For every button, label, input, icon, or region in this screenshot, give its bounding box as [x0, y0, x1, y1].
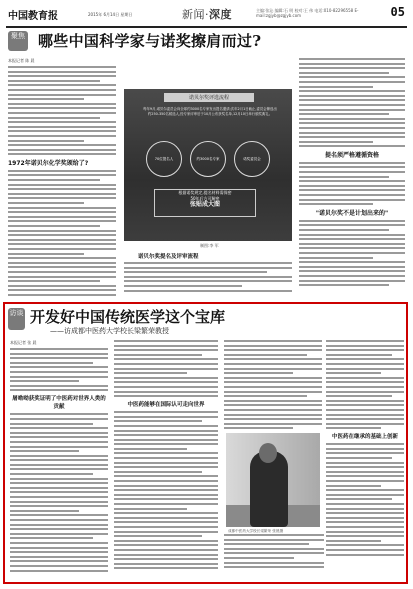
- section-title: 新闻·深度: [182, 8, 232, 21]
- byline: 本报记者 陈 晨: [8, 58, 35, 63]
- subheading: 1972年诺贝尔化学奖颁给了?: [8, 159, 89, 167]
- image-credit: 制图:李 军: [200, 243, 219, 248]
- infographic-banner: 根据诺奖规定,提名材料需保密 50年后方可解密 张贴成大图: [154, 189, 256, 217]
- story-column-3: [299, 58, 405, 298]
- photo-caption: 成都中医药大学校长梁繁荣 张晨摄: [228, 529, 284, 533]
- subheading: 中医药能够在国际认可走向世界: [127, 402, 205, 409]
- story-headline: 哪些中国科学家与诺奖擦肩而过?: [38, 32, 262, 50]
- subheading: 屠呦呦获奖证明了中医药对世界人类的贡献: [12, 396, 106, 411]
- story-column-1: [8, 58, 116, 298]
- subheading: 提名须严格遵循资格: [324, 151, 379, 159]
- page-header: [6, 4, 407, 28]
- masthead: 中国教育报: [8, 11, 58, 22]
- image-caption: 诺贝尔奖提名及评审流程: [138, 254, 199, 260]
- feature-headline: 开发好中国传统医学这个宝库: [30, 308, 226, 326]
- feature-column-3: [224, 340, 322, 430]
- infographic-image: [124, 89, 292, 241]
- infographic-text: 每年9月,诺贝尔委员会向全球约3000名专家发出提名邀请;次年2月1日截止,委员会筛选出约250-350名候选人,经专家评审后于10月公布获奖名单,12月10日举行颁奖典礼。: [143, 107, 277, 116]
- subheading: 中医药在继承的基础上创新: [331, 434, 398, 441]
- feature-subtitle: ——访成都中医药大学校长梁繁荣教授: [50, 327, 169, 335]
- feature-column-1: [10, 340, 108, 578]
- story-badge: 聚焦: [8, 31, 28, 51]
- issue-date: 2015年 6月14日 星期日: [88, 12, 133, 17]
- infographic-circle: 70位提名人: [146, 141, 182, 177]
- interviewee-photo: [226, 433, 320, 527]
- feature-badge: 访谈: [8, 308, 25, 330]
- feature-column-2: [114, 340, 218, 578]
- feature-column-4: [326, 340, 404, 578]
- story-column-2: [124, 262, 292, 298]
- infographic-title: 诺贝尔奖评选流程: [164, 93, 254, 102]
- infographic-circle: 约3000名专家: [190, 141, 226, 177]
- subheading: "诺贝尔奖不是计划出来的": [315, 209, 389, 217]
- feature-column-3b: [224, 534, 324, 578]
- byline: 本报记者 张 晨: [10, 340, 37, 345]
- page-number: 05: [390, 5, 405, 19]
- editor-contacts: 主编:张沁 编辑:石 明 校对:王 伟 电话:010-82296558 E-mail:zgjyb@zgjyb.com: [256, 8, 359, 18]
- infographic-circle: 诺奖委员会: [234, 141, 270, 177]
